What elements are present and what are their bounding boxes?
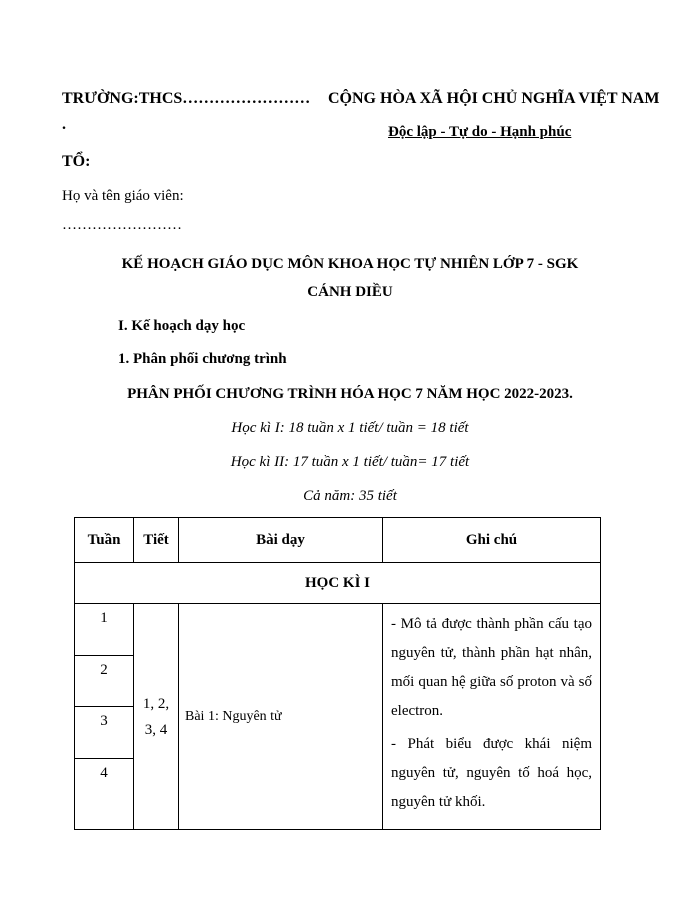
- week-cell: 3: [75, 707, 134, 759]
- plan-title-line2: CÁNH DIỀU: [307, 284, 393, 300]
- section-heading: I. Kế hoạch dạy học: [118, 318, 246, 334]
- teacher-label: Họ và tên giáo viên:: [62, 188, 184, 204]
- note-item: - Phát biểu được khái niệm nguyên tử, nguyên tố hoá học, nguyên tử khối.: [391, 736, 592, 810]
- period-line1: 1, 2,: [142, 695, 170, 712]
- nation-title: CỘNG HÒA XÃ HỘI CHỦ NGHĨA VIỆT NAM: [328, 90, 660, 107]
- teacher-name: ……………………: [62, 217, 182, 233]
- week-cell: 4: [75, 758, 134, 829]
- week-cell: 1: [75, 604, 134, 656]
- department-label: TỔ:: [62, 153, 91, 170]
- header-lesson: Bài dạy: [179, 518, 383, 563]
- semester2-info: Học kì II: 17 tuần x 1 tiết/ tuần= 17 tiết: [230, 454, 470, 470]
- week-cell: 2: [75, 655, 134, 707]
- header-period: Tiết: [134, 518, 179, 563]
- motto: Độc lập - Tự do - Hạnh phúc: [388, 124, 572, 140]
- curriculum-table: [74, 517, 601, 830]
- table-header-row: [75, 518, 601, 563]
- dot-line: .: [62, 116, 66, 133]
- semester-row: [75, 563, 601, 604]
- period-line2: 3, 4: [144, 721, 168, 738]
- section-subheading: 1. Phân phối chương trình: [118, 351, 287, 367]
- note-item: - Mô tả được thành phần cấu tạo nguyên tử, thành phần hạt nhân, mối quan hệ giữa số proton và số electron.: [391, 616, 592, 719]
- header-week: Tuần: [75, 518, 134, 563]
- header-note: Ghi chú: [383, 518, 601, 563]
- lesson-cell: Bài 1: Nguyên tử: [179, 604, 383, 830]
- school-label: TRƯỜNG:THCS……………………: [62, 90, 311, 107]
- total-info: Cả năm: 35 tiết: [303, 488, 397, 504]
- plan-title-line1: KẾ HOẠCH GIÁO DỤC MÔN KHOA HỌC TỰ NHIÊN LỚP 7 - SGK: [121, 256, 579, 272]
- note-cell: [383, 604, 601, 830]
- period-cell: [134, 604, 179, 830]
- semester1-info: Học kì I: 18 tuần x 1 tiết/ tuần = 18 tiết: [231, 420, 469, 436]
- semester-label: HỌC KÌ I: [75, 563, 601, 604]
- program-title: PHÂN PHỐI CHƯƠNG TRÌNH HÓA HỌC 7 NĂM HỌC 2022-2023.: [127, 386, 573, 402]
- table-row: [75, 604, 601, 656]
